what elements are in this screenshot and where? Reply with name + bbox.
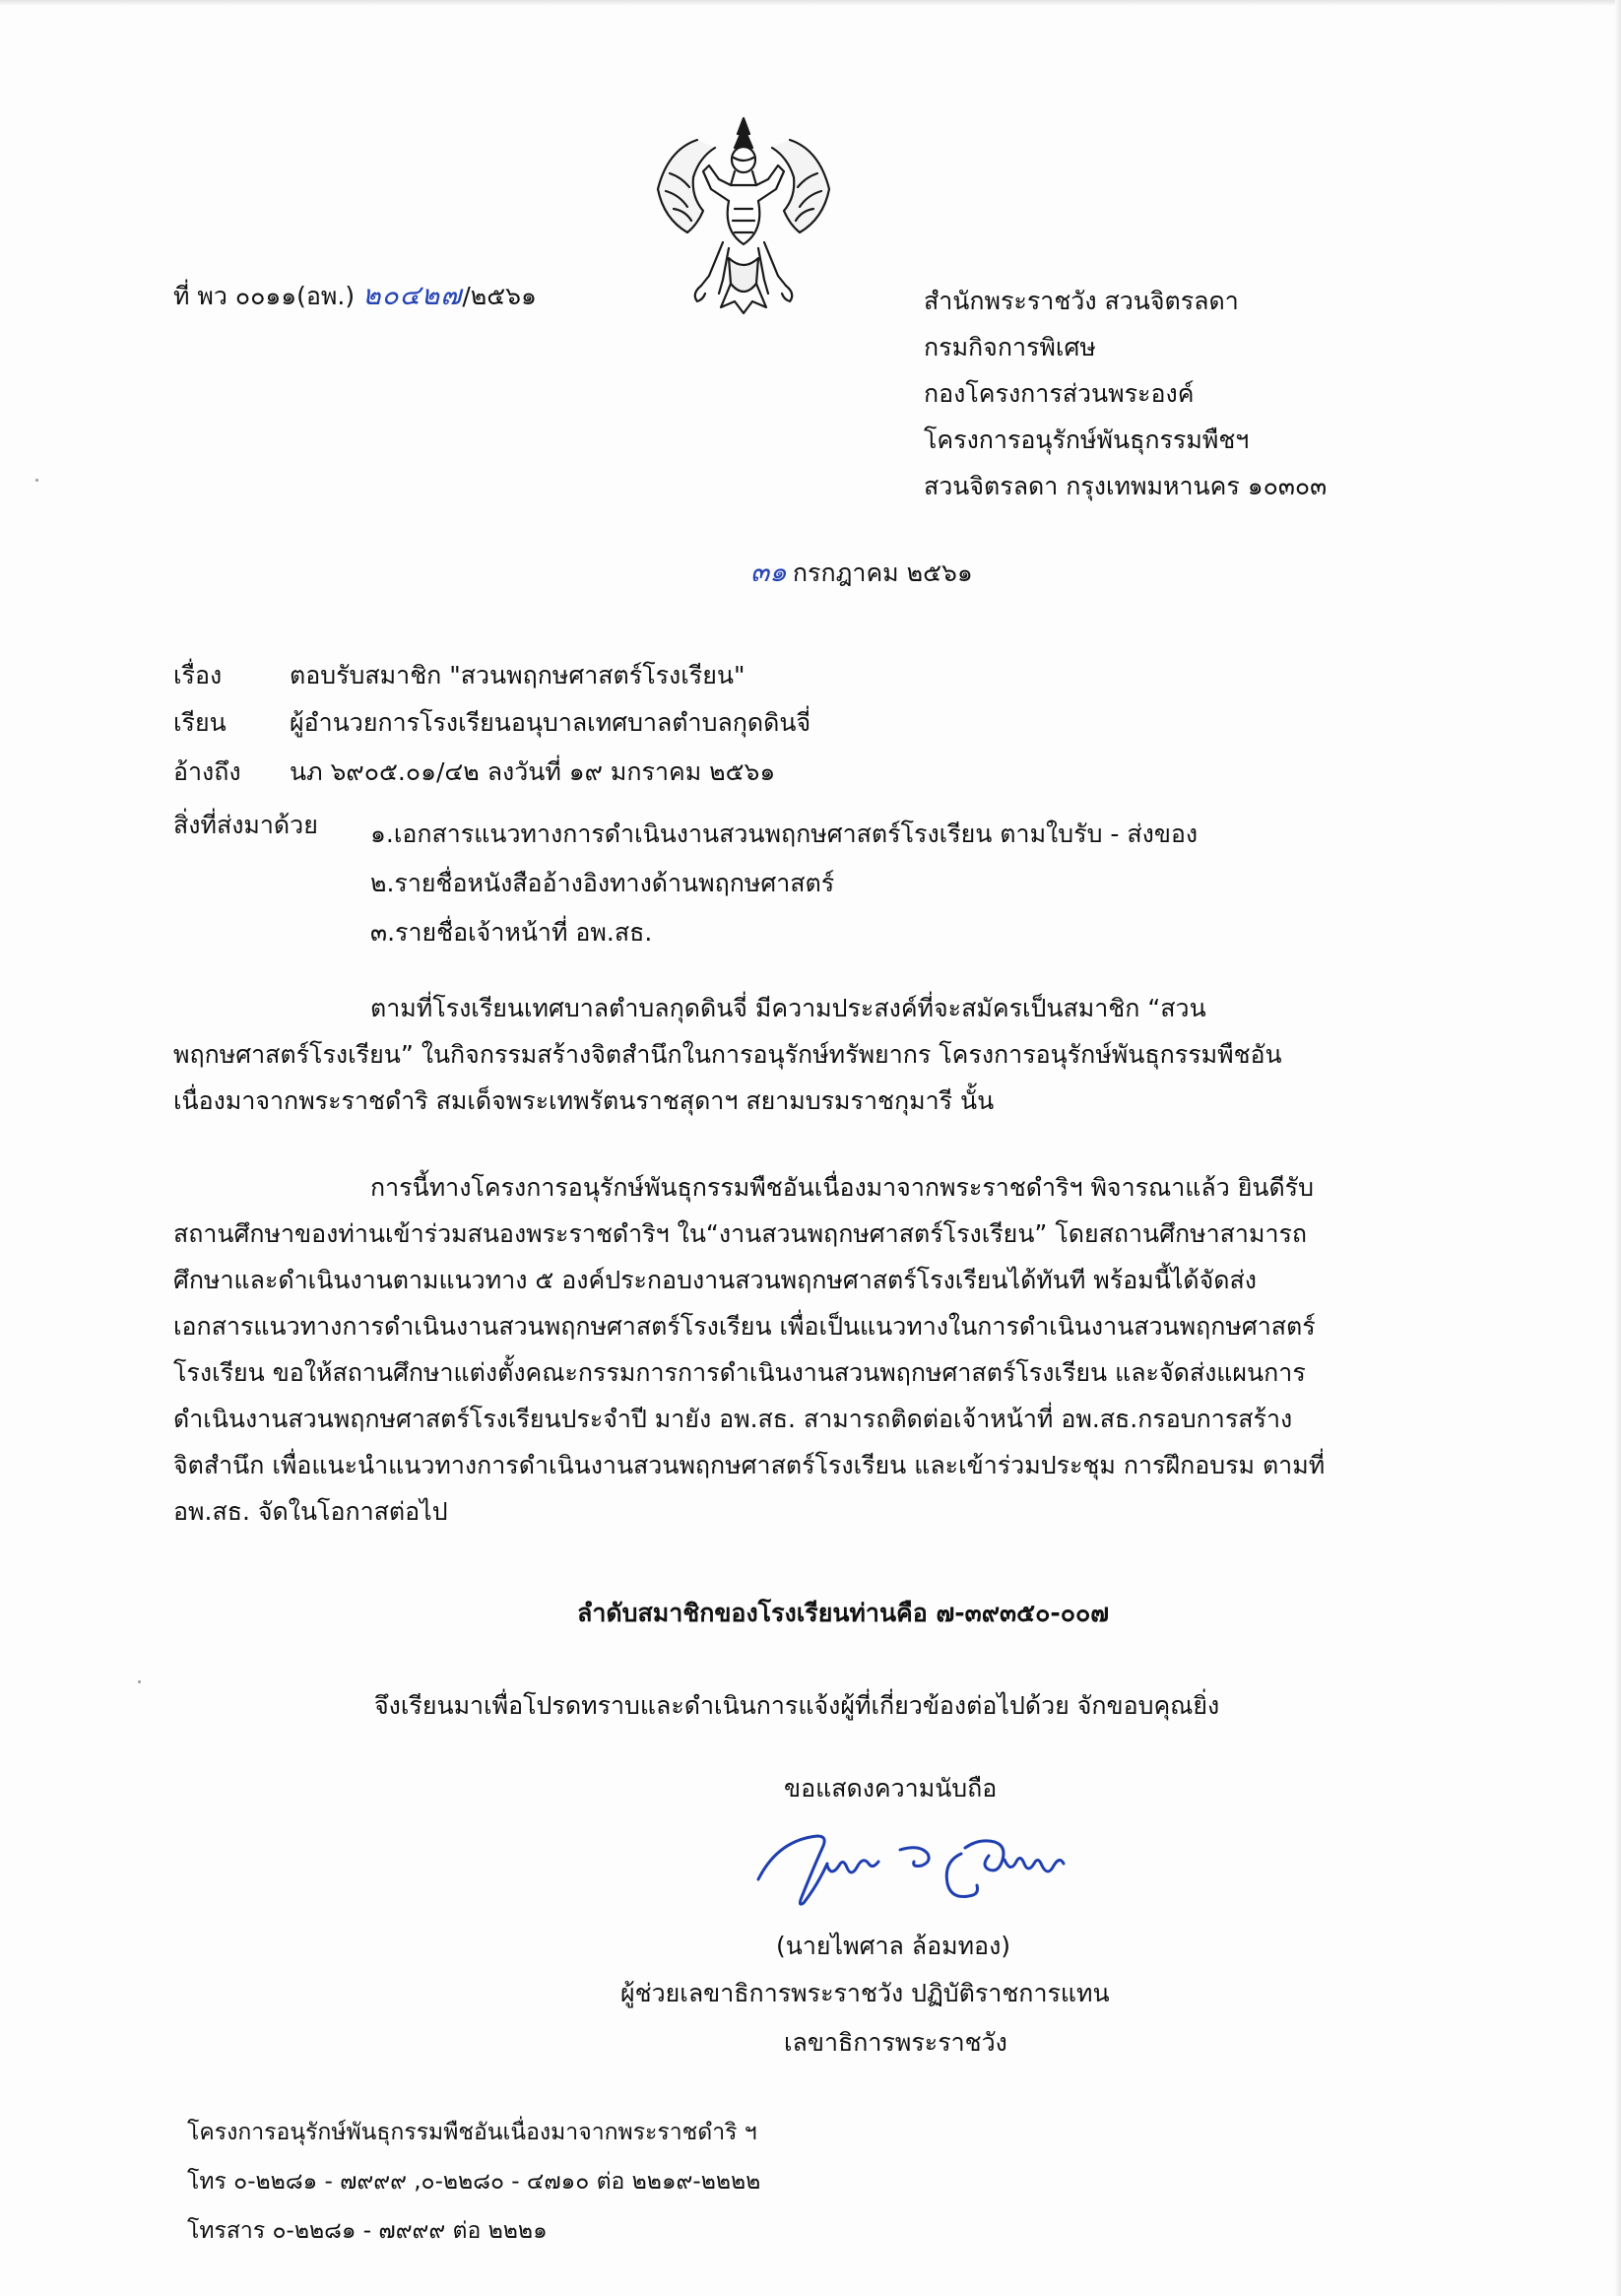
- enclosure-item: ๑.เอกสารแนวทางการดำเนินงานสวนพฤกษศาสตร์โรงเรียน ตามใบรับ - ส่งของ: [370, 820, 1199, 848]
- letter-date: [750, 555, 973, 590]
- paragraph-line: ตามที่โรงเรียนเทศบาลตำบลกุดดินจี่ มีความประสงค์ที่จะสมัครเป็นสมาชิก “สวน: [370, 994, 1206, 1022]
- address-line: สำนักพระราชวัง สวนจิตรลดา: [924, 287, 1239, 315]
- paragraph-line: เอกสารแนวทางการดำเนินงานสวนพฤกษศาสตร์โรงเรียน เพื่อเป็นแนวทางในการดำเนินงานสวนพฤกษศาสตร์: [173, 1312, 1316, 1341]
- reference-suffix: /๒๕๖๑: [462, 282, 537, 310]
- enclosures-label: สิ่งที่ส่งมาด้วย: [173, 811, 318, 839]
- handwritten-signature: [750, 1810, 1113, 1915]
- enclosures-list: [370, 810, 1198, 957]
- body-paragraph-1: [173, 985, 1424, 1124]
- recipient-label: เรียน: [173, 708, 227, 737]
- date-month-year: กรกฎาคม ๒๕๖๑: [792, 558, 973, 587]
- reference-prefix: ที่ พว ๐๐๑๑(อพ.): [173, 282, 356, 310]
- footer-contact-block: [187, 2108, 760, 2256]
- scan-speck: [35, 479, 38, 482]
- handwritten-reference-number: ๒๐๔๒๗: [362, 279, 463, 311]
- body-paragraph-2: [173, 1164, 1424, 1535]
- subject-row: [173, 660, 745, 692]
- closing-sentence: จึงเรียนมาเพื่อโปรดทราบและดำเนินการแจ้งผู้ที่เกี่ยวข้องต่อไปด้วย จักขอบคุณยิ่ง: [374, 1691, 1220, 1720]
- paragraph-line: จิตสำนึก เพื่อแนะนำแนวทางการดำเนินงานสวนพฤกษศาสตร์โรงเรียน และเข้าร่วมประชุม การฝึกอบรม ตามที่: [173, 1451, 1326, 1479]
- complimentary-close: ขอแสดงความนับถือ: [784, 1774, 998, 1803]
- scan-edge-right: [1615, 0, 1621, 2296]
- subject-text: ตอบรับสมาชิก "สวนพฤกษศาสตร์โรงเรียน": [290, 661, 746, 689]
- reference-label: อ้างถึง: [173, 757, 241, 786]
- enclosure-item: ๒.รายชื่อหนังสืออ้างอิงทางด้านพฤกษศาสตร์: [370, 869, 835, 897]
- paragraph-line: โรงเรียน ขอให้สถานศึกษาแต่งตั้งคณะกรรมการการดำเนินงานสวนพฤกษศาสตร์โรงเรียน และจัดส่งแผนการ: [173, 1358, 1306, 1387]
- recipient-row: [173, 707, 810, 740]
- membership-number-line: ลำดับสมาชิกของโรงเรียนท่านคือ ๗-๓๙๓๕๐-๐๐๗: [577, 1599, 1110, 1627]
- sender-address-block: [924, 278, 1327, 509]
- paragraph-line: พฤกษศาสตร์โรงเรียน” ในกิจกรรมสร้างจิตสำนึกในการอนุรักษ์ทรัพยากร โครงการอนุรักษ์พันธุกรรมพืชอัน: [173, 1040, 1282, 1069]
- handwritten-day: ๓๑: [750, 556, 787, 588]
- address-line: กรมกิจการพิเศษ: [924, 333, 1096, 361]
- reference-row: [173, 756, 775, 789]
- enclosure-item: ๓.รายชื่อเจ้าหน้าที่ อพ.สธ.: [370, 918, 653, 947]
- signer-title-secondary: เลขาธิการพระราชวัง: [784, 2028, 1007, 2057]
- paragraph-line: ศึกษาและดำเนินงานตามแนวทาง ๕ องค์ประกอบงานสวนพฤกษศาสตร์โรงเรียนได้ทันที พร้อมนี้ได้จัดส่ง: [173, 1266, 1257, 1294]
- document-reference-number: [173, 278, 537, 313]
- paragraph-line: ดำเนินงานสวนพฤกษศาสตร์โรงเรียนประจำปี มายัง อพ.สธ. สามารถติดต่อเจ้าหน้าที่ อพ.สธ.กรอบการสร้าง: [173, 1405, 1293, 1433]
- footer-line: โทร ๐-๒๒๘๑ - ๗๙๙๙ ,๐-๒๒๘๐ - ๔๗๑๐ ต่อ ๒๒๑๙-๒๒๒๒: [187, 2169, 761, 2195]
- paragraph-line: เนื่องมาจากพระราชดำริ สมเด็จพระเทพรัตนราชสุดาฯ สยามบรมราชกุมารี นั้น: [173, 1086, 995, 1115]
- scan-edge-top: [0, 0, 1621, 6]
- scan-speck: [138, 1680, 141, 1683]
- address-line: โครงการอนุรักษ์พันธุกรรมพืชฯ: [924, 426, 1250, 454]
- recipient-text: ผู้อำนวยการโรงเรียนอนุบาลเทศบาลตำบลกุดดินจี่: [290, 708, 811, 737]
- footer-line: โครงการอนุรักษ์พันธุกรรมพืชอันเนื่องมาจากพระราชดำริ ฯ: [187, 2120, 757, 2145]
- paragraph-line: การนี้ทางโครงการอนุรักษ์พันธุกรรมพืชอันเนื่องมาจากพระราชดำริฯ พิจารณาแล้ว ยินดีรับ: [370, 1173, 1314, 1202]
- paragraph-line: อพ.สธ. จัดในโอกาสต่อไป: [173, 1497, 448, 1526]
- signer-title: ผู้ช่วยเลขาธิการพระราชวัง ปฏิบัติราชการแทน: [620, 1979, 1110, 2007]
- paragraph-line: สถานศึกษาของท่านเข้าร่วมสนองพระราชดำริฯ ใน“งานสวนพฤกษศาสตร์โรงเรียน” โดยสถานศึกษาสามารถ: [173, 1219, 1308, 1248]
- garuda-emblem-icon: [640, 110, 847, 317]
- subject-label: เรื่อง: [173, 661, 223, 689]
- reference-text: นภ ๖๙๐๕.๐๑/๔๒ ลงวันที่ ๑๙ มกราคม ๒๕๖๑: [290, 757, 776, 786]
- footer-line: โทรสาร ๐-๒๒๘๑ - ๗๙๙๙ ต่อ ๒๒๒๑: [187, 2218, 548, 2244]
- signer-name: (นายไพศาล ล้อมทอง): [776, 1932, 1011, 1960]
- address-line: กองโครงการส่วนพระองค์: [924, 379, 1195, 408]
- address-line: สวนจิตรลดา กรุงเทพมหานคร ๑๐๓๐๓: [924, 472, 1328, 500]
